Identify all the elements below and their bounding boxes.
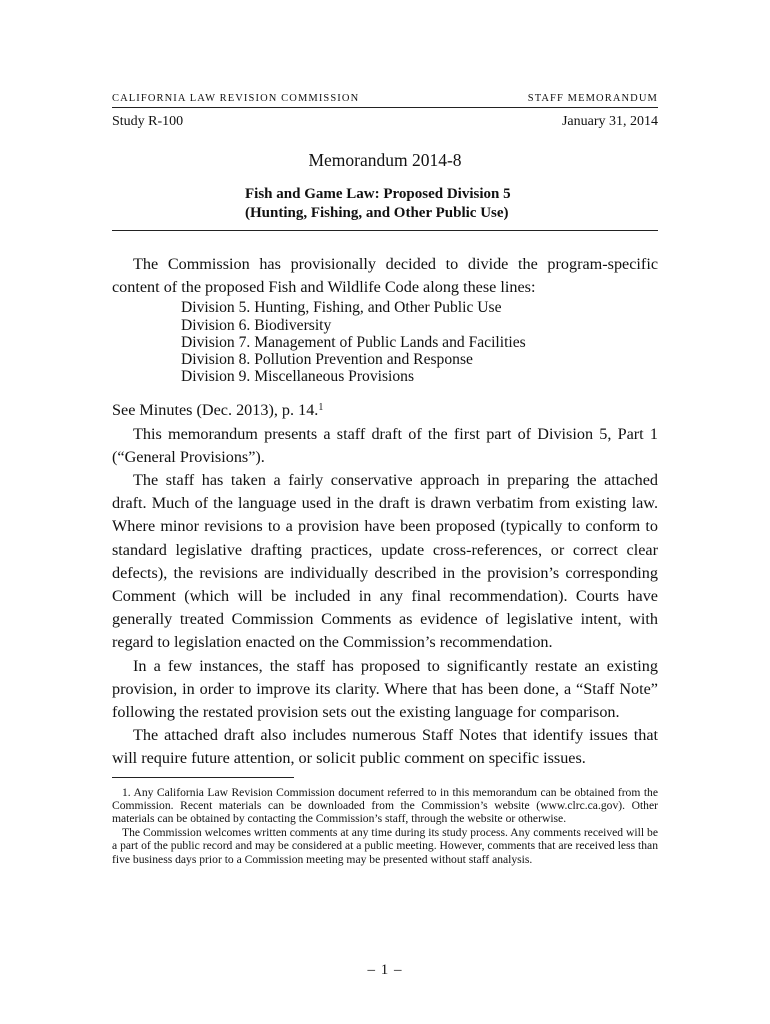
memo-subject <box>245 185 658 223</box>
paragraph-staff-notes: The attached draft also includes numerous Staff Notes that identify issues that will require future attention, or solicit public comment on specific issues. <box>112 726 658 768</box>
division-item: Division 7. Management of Public Lands and Facilities <box>181 333 526 351</box>
footnote-marker: 1 <box>318 402 324 414</box>
study-date-row <box>112 113 658 131</box>
document-type: STAFF MEMORANDUM <box>527 93 658 104</box>
paragraph-approach: The staff has taken a fairly conservative approach in preparing the attached draft. Much of the language used in the draft is drawn verbatim from existing law. Where minor revisions to a provision have been proposed (typically to conform to standard legislative drafting practices, update cross-references, or correct clear defects), the revisions are individually described in the provision’s corresponding Comment (which will be included in any final recommendation). Courts have generally treated Commission Comments as evidence of legislative intent, with regard to legislation enacted on the Commission’s recommendation. <box>112 471 658 652</box>
header-divider <box>112 107 658 108</box>
paragraph-intro: The Commission has provisionally decided to divide the program-specific content of the proposed Fish and Wildlife Code along these lines: <box>112 255 658 297</box>
division-item: Division 8. Pollution Prevention and Response <box>181 351 473 369</box>
organization-name: CALIFORNIA LAW REVISION COMMISSION <box>112 93 360 104</box>
see-minutes-line <box>112 399 658 422</box>
footnote-divider <box>112 777 294 778</box>
memorandum-page <box>112 92 658 866</box>
memo-date: January 31, 2014 <box>561 114 658 129</box>
see-minutes-text: See Minutes (Dec. 2013), p. 14. <box>112 401 319 420</box>
division-item: Division 9. Miscellaneous Provisions <box>181 368 415 386</box>
division-item: Division 5. Hunting, Fishing, and Other Public Use <box>181 299 502 317</box>
paragraph-restatement: In a few instances, the staff has proposed to significantly restate an existing provision, in order to improve its clarity. Where that has been done, a “Staff Note” following the restated provision sets out the existing language for comparison. <box>112 656 658 722</box>
subject-divider <box>112 230 658 231</box>
study-number: Study R-100 <box>112 114 184 129</box>
subject-line-1: Fish and Game Law: Proposed Division 5 <box>245 186 511 202</box>
division-list <box>181 299 658 385</box>
memo-title: Memorandum 2014-8 <box>308 150 462 170</box>
letterhead <box>112 92 658 106</box>
subject-line-2: (Hunting, Fishing, and Other Public Use) <box>245 205 509 221</box>
paragraph-draft: This memorandum presents a staff draft of the first part of Division 5, Part 1 (“General Provisions”). <box>112 424 658 466</box>
division-item: Division 6. Biodiversity <box>181 316 332 334</box>
memo-body <box>112 253 658 771</box>
footnote-1-continued: The Commission welcomes written comments at any time during its study process. Any comments received will be a part of the public record and may be considered at a public meeting. However, comments that are received less than five business days prior to a Commission meeting may be presented without staff analysis. <box>112 825 658 866</box>
footnotes <box>112 786 658 866</box>
footnote-1: 1. Any California Law Revision Commission document referred to in this memorandum can be obtained from the Commission. Recent materials can be downloaded from the Commission’s website (www.clrc.ca.gov). Other materials can be obtained by contacting the Commission’s staff, through the website or otherwise. <box>112 785 658 826</box>
page-number: – 1 – <box>367 962 403 978</box>
